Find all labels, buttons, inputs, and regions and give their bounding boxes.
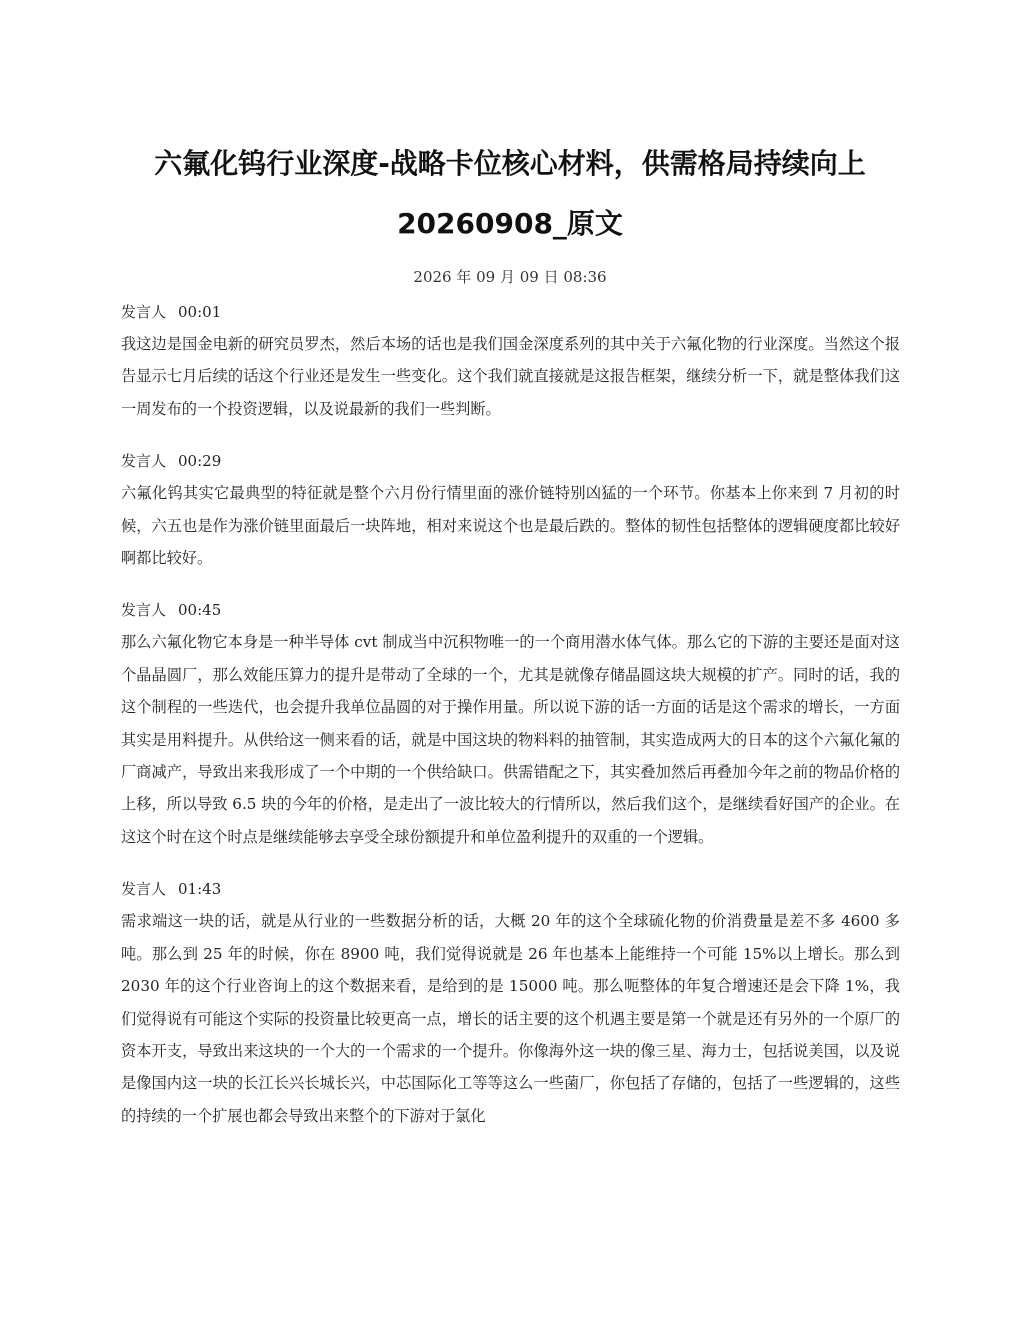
speaker-line <box>121 877 900 901</box>
transcript-segment <box>121 877 900 1132</box>
title-line-2: 20260908_原文 <box>397 207 623 240</box>
transcript-segment <box>121 300 900 425</box>
speaker-name: 发言人 <box>121 601 167 620</box>
speaker-name: 发言人 <box>121 880 167 899</box>
document-title <box>100 134 920 254</box>
speaker-name: 发言人 <box>121 452 167 471</box>
speaker-name: 发言人 <box>121 303 167 321</box>
segment-text: 我这边是国金电新的研究员罗杰，然后本场的话也是我们国金深度系列的其中关于六氟化物的行业深度。当然这个报告显示七月后续的话这个行业还是发生一些变化。这个我们就直接就是这报告框架，继续分析一下，就是整体我们这一周发布的一个投资逻辑，以及说最新的我们一些判断。 <box>121 335 900 418</box>
segment-text: 需求端这一块的话，就是从行业的一些数据分析的话，大概 20 年的这个全球硫化物的价消费量是差不多 4600 多吨。那么到 25 年的时候，你在 8900 吨，我们觉得说就是 26 年也基本上能维持一个可能 15%以上增长。那么到 2030 年的这个行业咨询上的这个数据来看，是给到的是 15000 吨。那么呃整体的年复合增速还是会下降 1%，我们觉得说有可能这个实际的投资量比较更高一点，增长的话主要的这个机遇主要是第一个就是还有另外的一个原厂的资本开支，导致出来这块的一个大的一个需求的一个提升。你像海外这一块的像三星、海力士，包括说美国，以及说是像国内这一块的长江长兴长城长兴，中芯国际化工等等这么一些菌厂，你包括了存储的，包括了一些逻辑的，这些的持续的一个扩展也都会导致出来整个的下游对于氯化 <box>121 912 900 1125</box>
speaker-line <box>121 598 900 622</box>
timestamp: 00:45 <box>178 601 222 620</box>
document-date: 2026 年 09 月 09 日 08:36 <box>413 268 607 286</box>
timestamp: 00:29 <box>178 452 222 471</box>
timestamp: 01:43 <box>178 880 222 899</box>
segment-text: 那么六氟化物它本身是一种半导体 cvt 制成当中沉积物唯一的一个商用潜水体气体。那么它的下游的主要还是面对这个晶晶圆厂，那么效能压算力的提升是带动了全球的一个，尤其是就像存储晶圆这块大规模的扩产。同时的话，我的这个制程的一些迭代，也会提升我单位晶圆的对于操作用量。所以说下游的话一方面的话是这个需求的增长，一方面其实是用料提升。从供给这一侧来看的话，就是中国这块的物料料的抽管制，其实造成两大的日本的这个六氟化氟的厂商减产，导致出来我形成了一个中期的一个供给缺口。供需错配之下，其实叠加然后再叠加今年之前的物品价格的上移，所以导致 6.5 块的今年的价格，是走出了一波比较大的行情所以，然后我们这个，是继续看好国产的企业。在这这个时在这个时点是继续能够去享受全球份额提升和单位盈利提升的双重的一个逻辑。 <box>121 633 900 846</box>
transcript-segment <box>121 598 900 853</box>
segment-text: 六氟化钨其实它最典型的特征就是整个六月份行情里面的涨价链特别凶猛的一个环节。你基本上你来到 7 月初的时候，六五也是作为涨价链里面最后一块阵地，相对来说这个也是最后跌的。整体的韧性包括整体的逻辑硬度都比较好啊都比较好。 <box>121 484 900 568</box>
timestamp: 00:01 <box>178 303 222 321</box>
transcript-body <box>121 300 900 1156</box>
speaker-line <box>121 300 900 324</box>
transcript-segment <box>121 449 900 574</box>
speaker-line <box>121 449 900 473</box>
title-line-1: 六氟化钨行业深度-战略卡位核心材料，供需格局持续向上 <box>154 147 866 180</box>
